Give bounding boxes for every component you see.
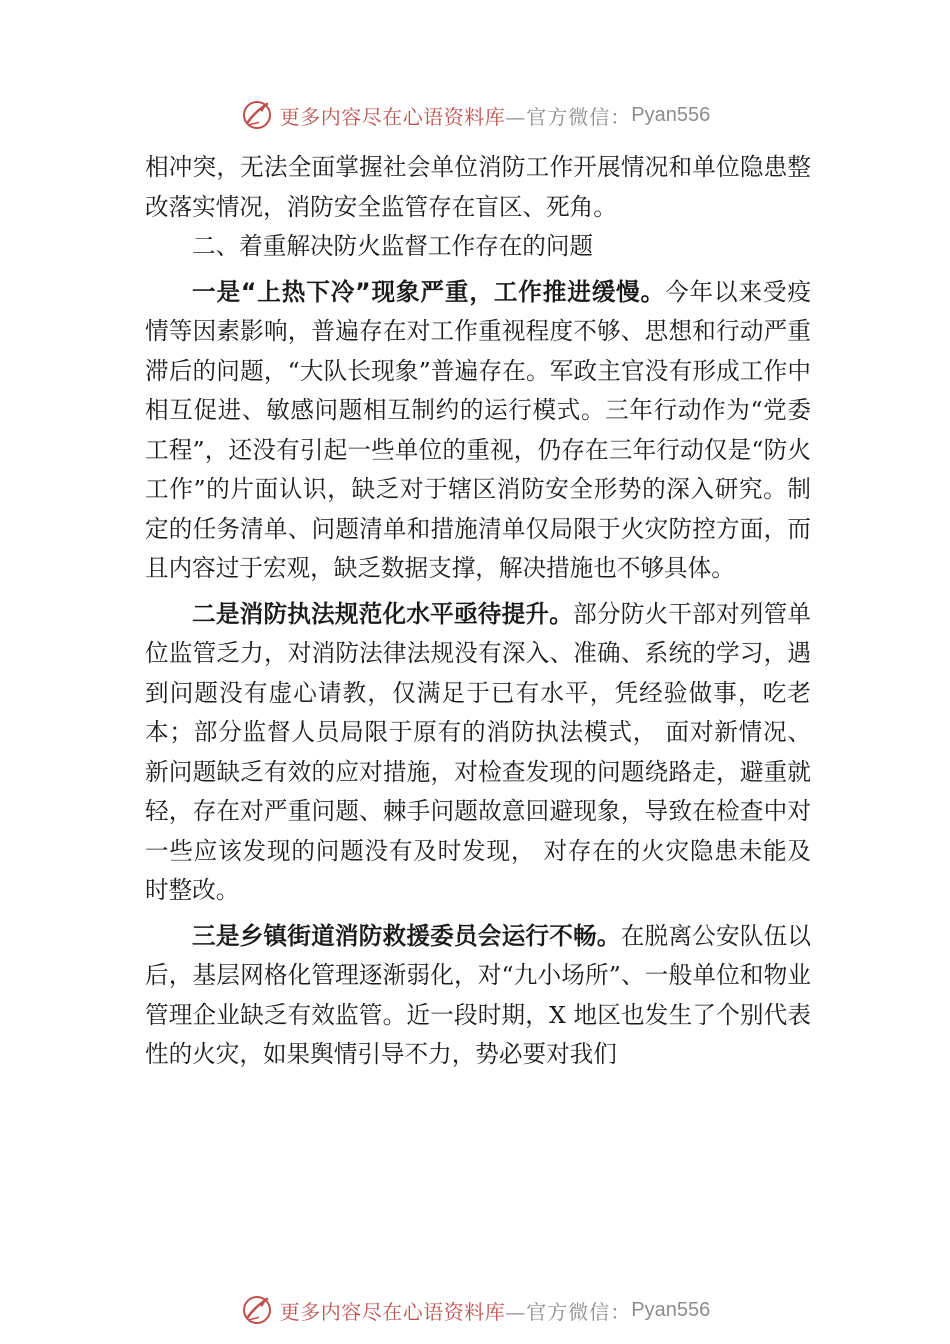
paragraph-point-2-lead: 二是消防执法规范化水平亟待提升。 [192, 599, 574, 628]
document-body [145, 148, 811, 1075]
watermark-library-text: 更多内容尽在心语资料库 [279, 104, 506, 129]
paragraph-point-3-lead: 三是乡镇街道消防救援委员会运行不畅。 [192, 921, 621, 950]
header-watermark [0, 93, 950, 137]
footer-watermark [0, 1288, 950, 1332]
paragraph-point-3 [145, 917, 811, 1075]
paragraph-1 [145, 148, 811, 227]
watermark-wechat-id: Pyan556 [631, 103, 711, 126]
watermark-library-text: 更多内容尽在心语资料库 [279, 1299, 506, 1324]
watermark-wechat-label: —官方微信： [505, 104, 632, 129]
paragraph-point-1 [145, 273, 811, 589]
paragraph-point-1-text: 今年以来受疫情等因素影响，普遍存在对工作重视程度不够、思想和行动严重滞后的问题，“大队长现象”普遍存在。军政主官没有形成工作中相互促进、敏感问题相互制约的运行模式。三年行动作为“党委工程”，还没有引起一些单位的重视，仍存在三年行动仅是“防火工作”的片面认识，缺乏对于辖区消防安全形势的深入研究。制定的任务清单、问题清单和措施清单仅局限于火灾防控方面，而且内容过于宏观，缺乏数据支撑，解决措施也不够具体。 [145, 277, 812, 582]
paragraph-point-2-text: 部分防火干部对列管单位监管乏力，对消防法律法规没有深入、准确、系统的学习，遇到问题没有虚心请教，仅满足于已有水平，凭经验做事，吃老本；部分监督人员局限于原有的消防执法模式， 面对新情况、新问题缺乏有效的应对措施，对检查发现的问题绕路走，避重就轻，存在对严重问题、棘手问题故意回避现象，导致在检查中对一些应该发现的问题没有及时发现， 对存在的火灾隐患未能及时整改。 [145, 599, 812, 904]
paragraph-point-2 [145, 595, 811, 911]
watermark-wechat-id: Pyan556 [631, 1298, 711, 1321]
paragraph-1-text: 相冲突，无法全面掌握社会单位消防工作开展情况和单位隐患整改落实情况，消防安全监管存在盲区、死角。 [145, 153, 811, 221]
section-heading [145, 227, 811, 267]
section-heading-text: 二、着重解决防火监督工作存在的问题 [192, 232, 594, 260]
watermark-wechat-label: —官方微信： [505, 1299, 632, 1324]
scroll-quill-logo-icon [240, 1293, 274, 1327]
paragraph-point-3-text: 在脱离公安队伍以后，基层网格化管理逐渐弱化，对“九小场所”、一般单位和物业管理企业缺乏有效监管。近一段时期，X 地区也发生了个别代表性的火灾，如果舆情引导不力，势必要对我们 [145, 921, 812, 1068]
scroll-quill-logo-icon [240, 98, 274, 132]
paragraph-point-1-lead: 一是“上热下冷”现象严重，工作推进缓慢。 [192, 277, 666, 306]
